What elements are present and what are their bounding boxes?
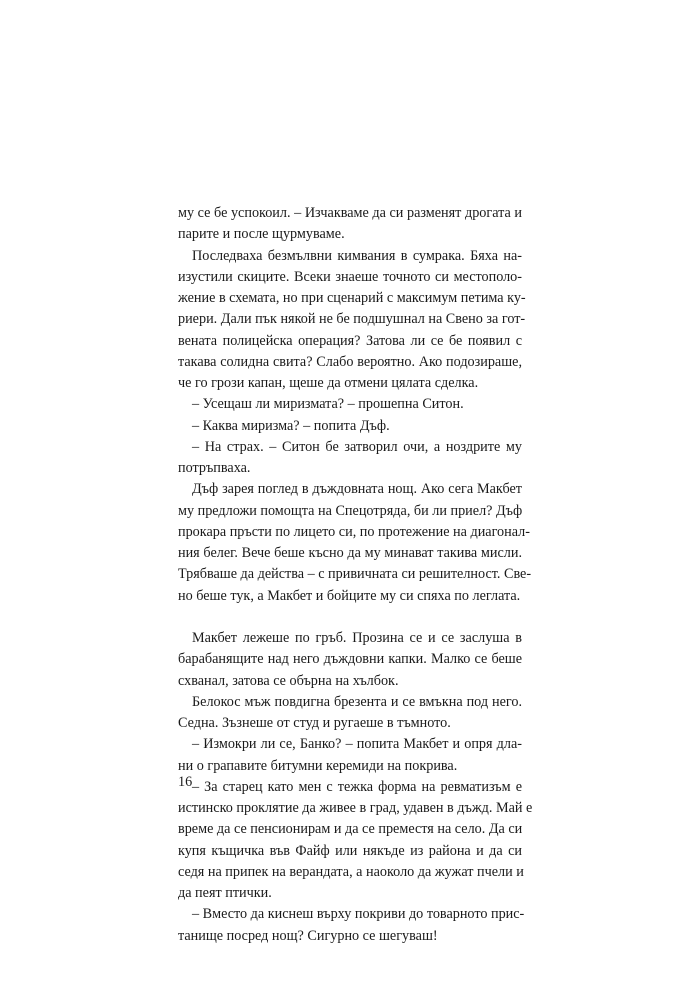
text-line: седя на припек на верандата, а наоколо да жужат пчели и (178, 863, 524, 880)
text-line: – Измокри ли се, Банко? – попита Макбет и опря дла- (192, 736, 522, 753)
paragraph (178, 734, 522, 777)
text-line: да пеят птички. (178, 885, 272, 901)
text-line: – Усещаш ли миризмата? – прошепна Ситон. (192, 396, 464, 413)
text-line: жение в схемата, но при сценарий с максимум петима ку- (178, 290, 526, 306)
paragraph (178, 203, 522, 246)
text-line: Дъф зарея поглед в дъждовната нощ. Ако сега Макбет (192, 481, 522, 498)
text-line: време да се пенсионирам и да се преместя на село. Да си (178, 821, 523, 838)
text-line: потръпваха. (178, 460, 251, 476)
text-line: Макбет лежеше по гръб. Прозина се и се заслуша в (192, 630, 522, 646)
section-break (178, 607, 522, 628)
paragraph (178, 416, 522, 437)
text-line: такава солидна свита? Слабо вероятно. Ако подозираше, (178, 353, 522, 370)
text-line: – На страх. – Ситон бе затворил очи, а ноздрите му (192, 438, 522, 455)
text-line: Седна. Зъзнеше от студ и ругаеше в тъмното. (178, 715, 451, 731)
text-line: Последваха безмълвни кимвания в сумрака. Бяха на- (192, 247, 522, 264)
text-line: прокара пръсти по лицето си, по протежение на диагонал- (178, 523, 530, 540)
paragraph (178, 692, 522, 735)
text-line: Трябваше да действа – с привичната си решителност. Све- (178, 566, 532, 583)
text-line: барабанящите над него дъждовни капки. Малко се беше (178, 651, 522, 668)
text-line: му се бе успокоил. – Изчакваме да си разменят дрогата и (178, 205, 522, 221)
paragraph (178, 479, 532, 607)
text-line: ния белег. Вече беше късно да му минават такива мисли. (178, 545, 522, 561)
page-body-text (178, 203, 533, 947)
text-line: – За старец като мен с тежка форма на ревматизъм е (192, 778, 522, 795)
paragraph (178, 904, 525, 947)
paragraph (178, 394, 522, 415)
text-line: но беше тук, а Макбет и бойците му си спяха по леглата. (178, 587, 521, 604)
text-line: истинско проклятие да живее в град, удавен в дъжд. Май е (178, 800, 533, 816)
paragraph (178, 246, 526, 395)
text-line: танище посред нощ? Сигурно се шегуваш! (178, 927, 438, 944)
text-line: му предложи помощта на Спецотряда, би ли приел? Дъф (178, 502, 523, 519)
paragraph (178, 777, 533, 905)
text-line: ни о грапавите битумни керемиди на покрива. (178, 757, 458, 774)
text-line: Белокос мъж повдигна брезента и се вмъкна под него. (192, 693, 522, 710)
text-line: – Вместо да киснеш върху покриви до товарното прис- (192, 906, 525, 923)
text-line: – Каква миризма? – попита Дъф. (192, 417, 390, 434)
text-line: изустили скиците. Всеки знаеше точното си местополо- (178, 268, 522, 285)
page-number: 16 (178, 774, 193, 790)
text-line: схванал, затова се обърна на хълбок. (178, 672, 399, 689)
text-line: риери. Дали пък някой не бе подшушнал на Свено за гот- (178, 311, 526, 328)
text-line: купя къщичка във Файф или някъде из района и да си (178, 842, 522, 859)
paragraph (178, 628, 522, 692)
paragraph (178, 437, 522, 480)
text-line: че го грози капан, щеше да отмени цялата сделка. (178, 375, 479, 391)
text-line: парите и после щурмуваме. (178, 226, 345, 243)
text-line: вената полицейска операция? Затова ли се бе появил с (178, 332, 522, 349)
